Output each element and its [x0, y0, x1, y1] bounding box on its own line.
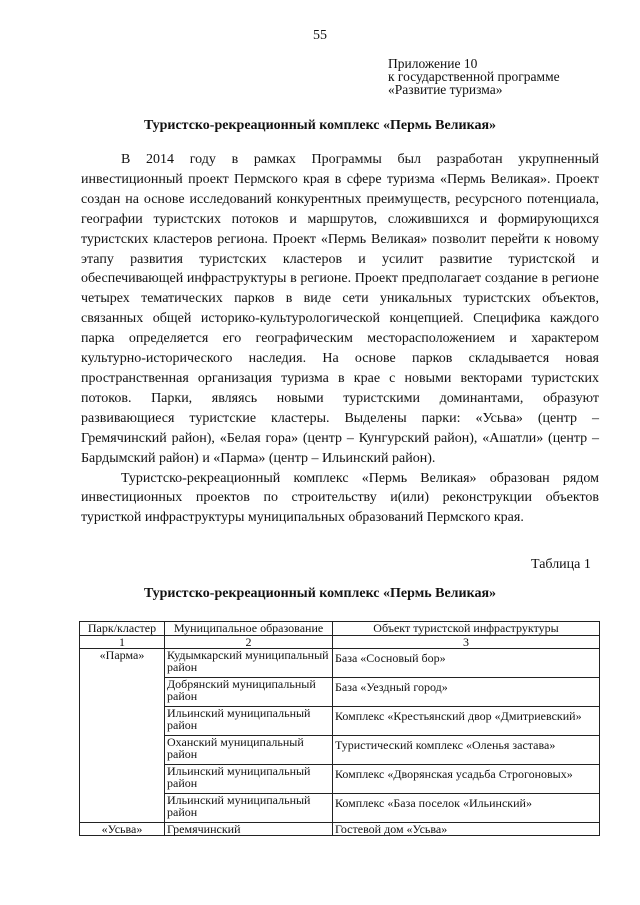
municipality-cell: Ильинский муниципальный район [165, 765, 333, 794]
object-cell: Гостевой дом «Усьва» [333, 823, 600, 836]
table-column-numbers [80, 636, 600, 649]
document-title: Туристско-рекреационный комплекс «Пермь Великая» [143, 118, 497, 133]
header-object: Объект туристской инфраструктуры [333, 622, 600, 636]
object-cell: Комплекс «Дворянская усадьба Строгоновых» [333, 765, 600, 794]
object-cell: Туристический комплекс «Оленья застава» [333, 736, 600, 765]
object-cell: База «Сосновый бор» [333, 649, 600, 678]
municipality-cell: Гремячинский [165, 823, 333, 836]
cluster-cell: «Усьва» [80, 823, 165, 836]
table-title: Туристско-рекреационный комплекс «Пермь Великая» [143, 586, 497, 601]
page-number: 55 [313, 28, 327, 43]
column-number: 2 [165, 636, 333, 649]
column-number: 3 [333, 636, 600, 649]
table-label: Таблица 1 [531, 557, 591, 572]
object-cell: Комплекс «Крестьянский двор «Дмитриевский» [333, 707, 600, 736]
municipality-cell: Оханский муниципальный район [165, 736, 333, 765]
municipality-cell: Ильинский муниципальный район [165, 707, 333, 736]
column-number: 1 [80, 636, 165, 649]
municipality-cell: Добрянский муниципальный район [165, 678, 333, 707]
municipality-cell: Кудымкарский муниципальный район [165, 649, 333, 678]
header-municipality: Муниципальное образование [165, 622, 333, 636]
infrastructure-table [79, 621, 600, 836]
municipality-cell: Ильинский муниципальный район [165, 794, 333, 823]
table-row [80, 823, 600, 836]
paragraph-1: В 2014 году в рамках Программы был разработан укрупненный инвестиционный проект Пермского края в сфере туризма «Пермь Великая». Проект создан на основе исследований конкурентных преимуществ, ресурсного потенциала, географии туристских потоков и маршрутов, сложившихся и формирующихся туристских кластеров региона. Проект «Пермь Великая» позволит перейти к новому этапу развития туристских кластеров и усилит развитие туристской и обеспечивающей инфраструктуры в регионе. Проект предполагает создание в регионе четырех тематических парков в виде сети уникальных туристских объектов, связанных общей историко-культурологической концепцией. Специфика каждого парка определяется его географическим месторасположением и характером культурно-исторического наследия. На основе парков складывается новая пространственная организация туризма в крае с новыми векторами туристских потоков. Парки, являясь новыми туристскими доминантами, образуют развивающиеся туристские кластеры. Выделены парки: «Усьва» (центр – Гремячинский район), «Белая гора» (центр – Кунгурский район), «Ашатли» (центр – Бардымский район) и «Парма» (центр – Ильинский район). [81, 152, 599, 466]
object-cell: Комплекс «База поселок «Ильинский» [333, 794, 600, 823]
appendix-line-2: к государственной программе [388, 69, 560, 84]
appendix-line-1: Приложение 10 [388, 56, 478, 71]
appendix-note [388, 57, 560, 96]
table-header-row [80, 622, 600, 636]
paragraph-2: Туристско-рекреационный комплекс «Пермь Великая» образован рядом инвестиционных проектов по строительству и(или) реконструкции объектов туристкой инфраструктуры муниципальных образований Пермского края. [81, 470, 599, 526]
appendix-line-3: «Развитие туризма» [388, 82, 503, 97]
table-row [80, 649, 600, 678]
cluster-cell: «Парма» [80, 649, 165, 823]
object-cell: База «Уездный город» [333, 678, 600, 707]
header-cluster: Парк/кластер [80, 622, 165, 636]
body-text [81, 150, 599, 528]
